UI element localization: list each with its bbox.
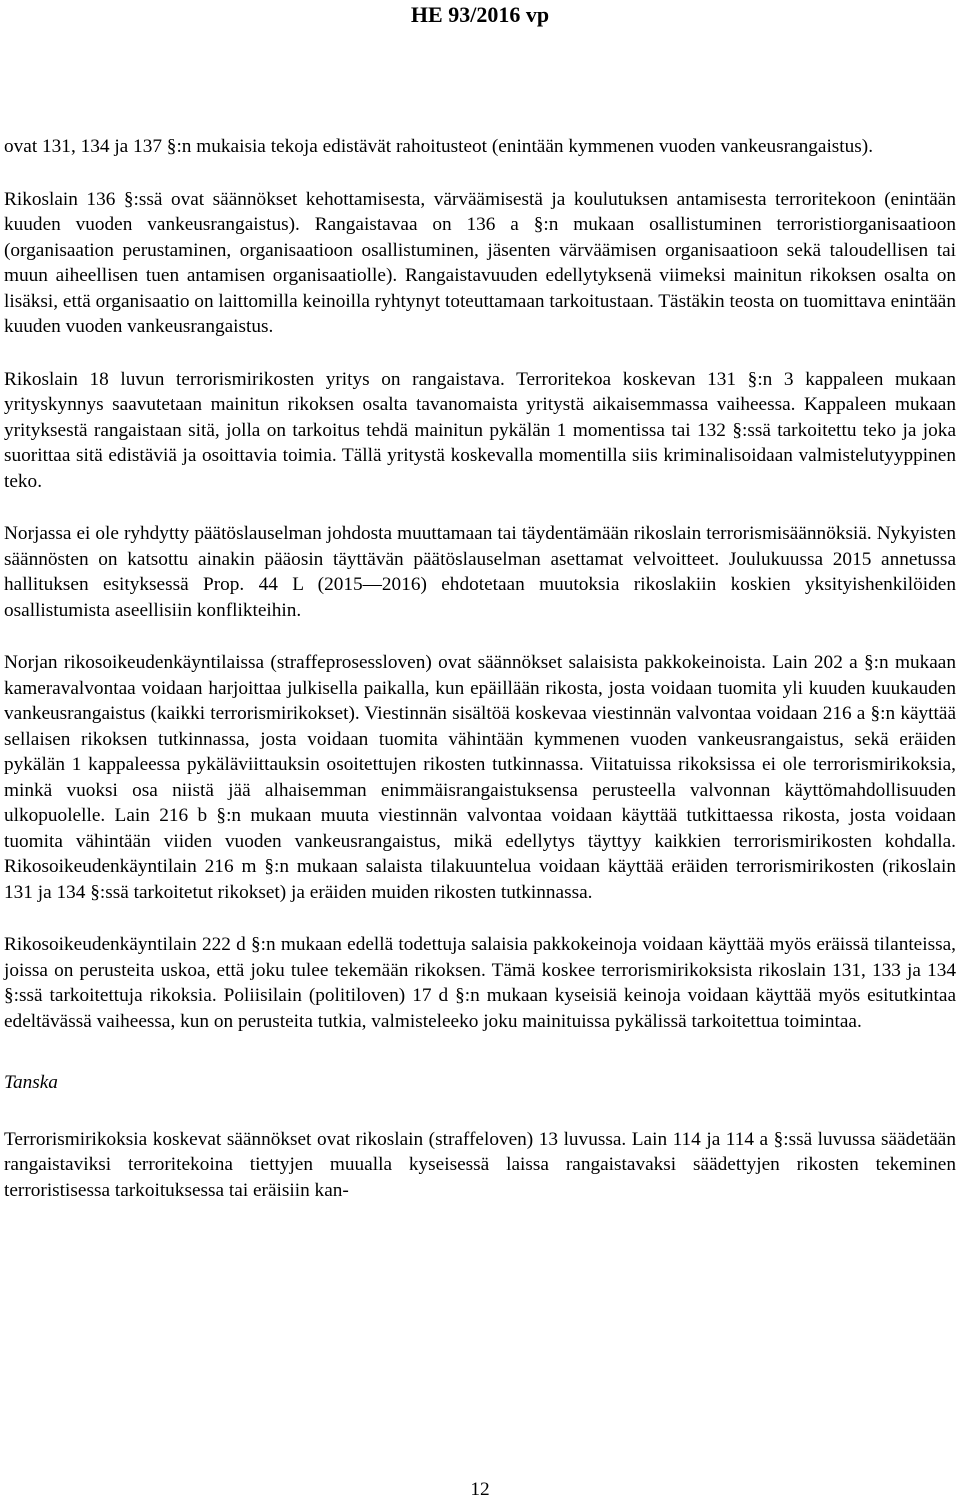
section-heading-tanska: Tanska [4,1072,58,1093]
paragraph-6: Rikosoikeudenkäyntilain 222 d §:n mukaan edellä todettuja salaisia pakkokeinoja voidaan käyttää myös eräissä tilanteissa, joissa on perusteita uskoa, että joku tulee tekemään rikoksen. Tämä koskee terrorismirikoksista rikoslain 131, 133 ja 134 §:ssä tarkoitettuja rikoksia. Poliisilain (politiloven) 17 d §:n mukaan kyseisiä keinoja voidaan käyttää myös esitutkintaa edeltävässä vaiheessa, kun on perusteita tutkia, valmisteleeko joku mainituissa pykälissä tarkoitettua toimintaa. [4,934,956,1032]
document-header: HE 93/2016 vp [410,2,550,27]
document-body [4,134,956,1230]
paragraph-1: ovat 131, 134 ja 137 §:n mukaisia tekoja edistävät rahoitusteot (enintään kymmenen vuoden vankeusrangaistus). [4,136,874,157]
page-number: 12 [470,1479,490,1500]
paragraph-3: Rikoslain 18 luvun terrorismirikosten yritys on rangaistava. Terroritekoa koskevan 131 §:n 3 kappaleen mukaan yrityskynnys saavutetaan mainitun rikoksen osalta tavanomaista yritystä aikaisemmassa vaiheessa. Kappaleen mukaan yrityksestä rangaistaan sitä, jolla on tarkoitus tehdä mainitun pykälän 1 momentissa tai 132 §:ssä tarkoitettu teko ja joka suorittaa sitä edistäviä ja osoittavia toimia. Tällä yritystä koskevalla momentilla siis kriminalisoidaan valmistelutyyppinen teko. [4,368,956,492]
paragraph-4: Norjassa ei ole ryhdytty päätöslauselman johdosta muuttamaan tai täydentämään rikoslain terrorismisäännöksiä. Nykyisten säännösten on katsottu ainakin pääosin täyttävän päätöslauselman asettamat velvoitteet. Joulukuussa 2015 annetussa hallituksen esityksessä Prop. 44 L (2015—2016) ehdotetaan muutoksia rikoslakiin koskien yksityishenkilöiden osallistumista aseellisiin konflikteihin. [4,523,956,621]
section-paragraph: Terrorismirikoksia koskevat säännökset ovat rikoslain (straffeloven) 13 luvussa. Lain 114 ja 114 a §:ssä luvussa säädetään rangaistaviksi terroritekoina tiettyjen muualla kyseisessä laissa rangaistavaksi säädettyjen rikosten tekeminen terroristisessa tarkoituksessa tai eräisiin kan- [4,1128,956,1201]
paragraph-5: Norjan rikosoikeudenkäyntilaissa (straffeprosessloven) ovat säännökset salaisista pakkokeinoista. Lain 202 a §:n mukaan kameravalvontaa voidaan harjoittaa julkisella paikalla, kun epäillään rikosta, josta voidaan tuomita yli kuuden kuukauden vankeusrangaistus (kaikki terrorismirikokset). Viestinnän sisältöä koskevaa viestinnän valvontaa voidaan 216 a §:n käyttää sellaisen rikoksen tutkinnassa, josta voidaan tuomita vähintään kymmenen vuoden vankeusrangaistus, sekä eräiden pykälän 1 kappaleessa pykäläviittauksin osoitettujen rikosten tutkinnassa. Viitatuissa rikoksissa ei ole terrorismirikoksia, minkä vuoksi osa niistä jää alhaisemman enimmäisrangaistuksensa perusteella valvonnan käyttömahdollisuuden ulkopuolelle. Lain 216 b §:n mukaan muuta viestinnän valvontaa voidaan käyttää tutkittaessa rikosta, josta voidaan tuomita vähintään viiden vuoden vankeusrangaistus, mikä edellytys täyttyy kaikkien terrorismirikosten kohdalla. Rikosoikeudenkäyntilain 216 m §:n mukaan salaista tilakuuntelua voidaan käyttää eräiden terrorismirikosten (rikoslain 131 ja 134 §:ssä tarkoitetut rikokset) ja eräiden muiden rikosten tutkinnassa. [4,652,956,903]
paragraph-2: Rikoslain 136 §:ssä ovat säännökset kehottamisesta, värväämisestä ja koulutuksen antamisesta terroritekoon (enintään kuuden vuoden vankeusrangaistus). Rangaistavaa on 136 a §:n mukaan osallistuminen terroristiorganisaatioon (organisaation perustaminen, organisaatioon osallistuminen, jäsenten värväämisen organisaatioon sekä taloudellisen tai muun aiheellisen tuen antamisen organisaatiolle). Rangaistavuuden edellytyksenä viimeksi mainitun rikoksen osalta on lisäksi, että organisaatio on laittomilla keinoilla ryhtynyt toteuttamaan tarkoitustaan. Tästäkin teosta on tuomittava enintään kuuden vuoden vankeusrangaistus. [4,188,956,337]
